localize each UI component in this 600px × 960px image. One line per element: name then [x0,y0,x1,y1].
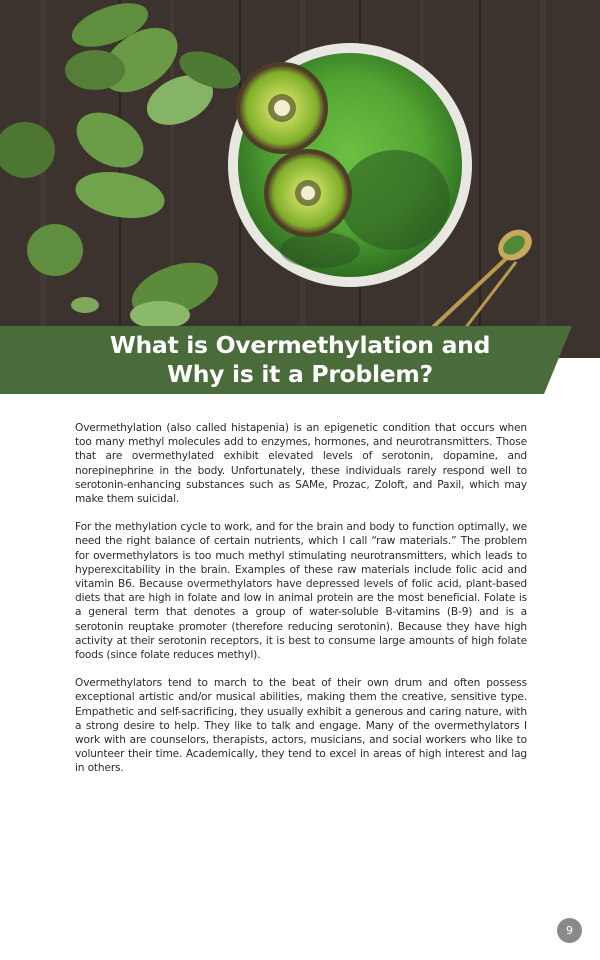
paragraph-3: Overmethylators tend to march to the beat of their own drum and often possess exceptional artistic and/or musical abilities, making them the creative, sensitive type. Empathetic and self-sacrificing, they usually exhibit a generous and caring nature, with a strong desire to help. They like to talk and engage. Many of the overmethylators I work with are counselors, therapists, actors, musicians, and social workers who like to volunteer their time. Academically, they tend to excel in areas of high interest and lag in others. [75,677,527,775]
article-body [75,421,527,790]
smoothie-bowl-illustration [0,0,600,358]
hero-photo [0,0,600,358]
title-line-1: What is Overmethylation and [109,331,491,359]
page-title [0,331,600,389]
title-line-2: Why is it a Problem? [167,360,433,388]
paragraph-2: For the methylation cycle to work, and for the brain and body to function optimally, we need the right balance of certain nutrients, which I call “raw materials.” The problem for overmethylators is too much methyl stimulating neurotransmitters, which leads to hyperexcitability in the brain. Examples of these raw materials include folic acid and vitamin B6. Because overmethylators have depressed levels of folic acid, plant-based diets that are high in folate and low in animal protein are the most beneficial. Folate is a general term that denotes a group of water-soluble B-vitamins (B-9) and is a serotonin reuptake promoter (therefore reducing serotonin). Because they have high activity at their serotonin receptors, it is best to consume large amounts of high folate foods (since folate reduces methyl). [75,521,527,662]
paragraph-1: Overmethylation (also called histapenia) is an epigenetic condition that occurs when too many methyl molecules add to enzymes, hormones, and neurotransmitters. Those that are overmethylated exhibit elevated levels of serotonin, dopamine, and norepinephrine in the body. Unfortunately, these individuals rarely respond well to serotonin-enhancing substances such as SAMe, Prozac, Zoloft, and Paxil, which may make them suicidal. [75,422,527,506]
page-number-badge: 9 [557,918,582,943]
